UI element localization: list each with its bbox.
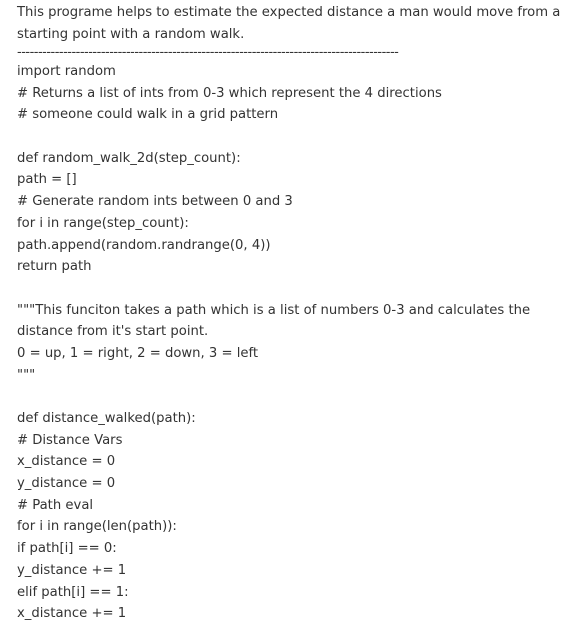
blank-line (17, 386, 571, 408)
docstring-mapping: 0 = up, 1 = right, 2 = down, 3 = left (17, 345, 259, 361)
docstring-block (17, 300, 571, 387)
code-line: for i in range(step_count): (17, 215, 189, 231)
code-line: x_distance = 0 (17, 454, 116, 470)
code-line: path.append(random.randrange(0, 4)) (17, 237, 271, 253)
docstring-paragraph: """This funciton takes a path which is a list of numbers 0-3 and calculates the distance from it's start point. (17, 302, 531, 340)
code-line: for i in range(len(path)): (17, 519, 177, 535)
code-line: # Returns a list of ints from 0-3 which represent the 4 directions (17, 85, 442, 101)
code-line: # Generate random ints between 0 and 3 (17, 194, 293, 210)
code-line: elif path[i] == 1: (17, 584, 129, 600)
code-line: y_distance = 0 (17, 476, 116, 492)
code-block-imports (17, 61, 571, 126)
code-line: # someone could walk in a grid pattern (17, 107, 279, 123)
code-line: if path[i] == 0: (17, 541, 117, 557)
code-block-distance (17, 408, 571, 625)
intro-text: This programe helps to estimate the expected distance a man would move from a starting point with a random walk. (17, 5, 561, 42)
blank-line (17, 278, 571, 300)
code-line: # Distance Vars (17, 432, 123, 448)
blank-line (17, 126, 571, 148)
code-line: # Path eval (17, 497, 94, 513)
docstring-closing: """ (17, 367, 36, 383)
code-line: import random (17, 64, 116, 79)
divider-line: ------------------------------------------------------------------------------------------- (17, 45, 399, 60)
code-line: y_distance += 1 (17, 562, 127, 578)
code-line: path = [] (17, 172, 77, 188)
code-block-random-walk (17, 148, 571, 278)
code-line: def distance_walked(path): (17, 411, 196, 427)
code-line: def random_walk_2d(step_count): (17, 150, 241, 166)
code-line: return path (17, 259, 92, 275)
code-line: x_distance += 1 (17, 606, 127, 622)
